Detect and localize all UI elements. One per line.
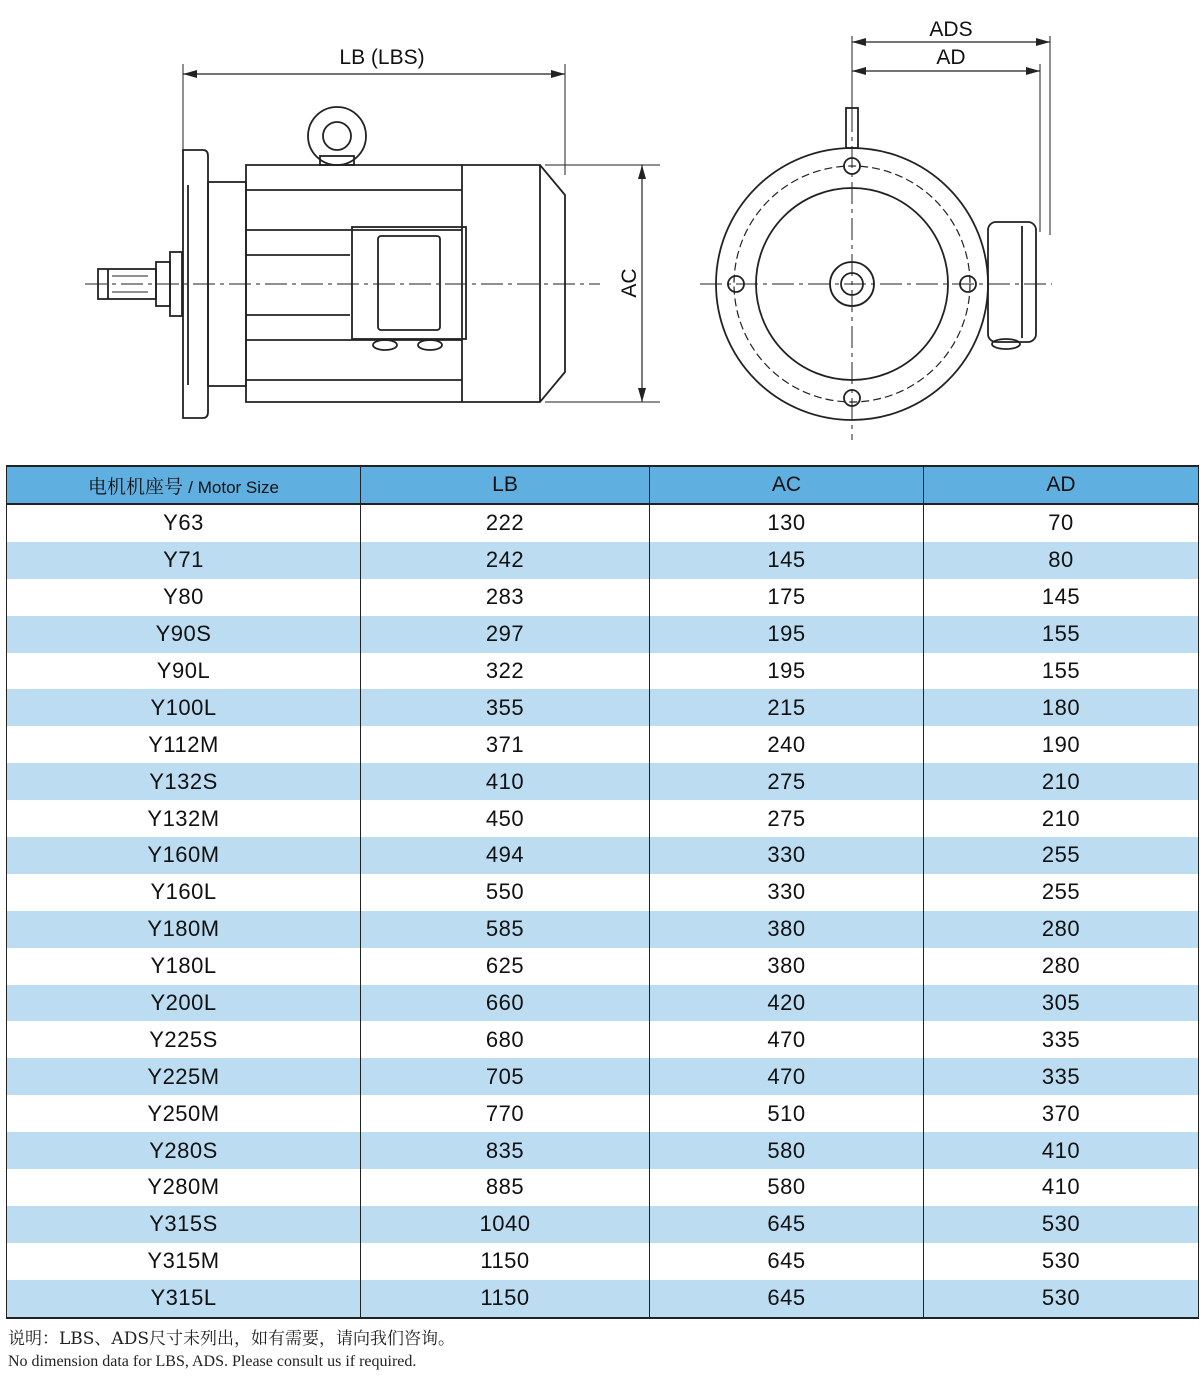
cell-lb: 222 bbox=[361, 504, 650, 542]
cell-lb: 585 bbox=[361, 911, 650, 948]
cell-motor-size: Y200L bbox=[7, 985, 361, 1022]
cell-ac: 380 bbox=[650, 911, 924, 948]
cell-ad: 155 bbox=[924, 653, 1199, 690]
cell-ad: 370 bbox=[924, 1095, 1199, 1132]
table-row bbox=[7, 1132, 1199, 1169]
header-lb: LB bbox=[361, 466, 650, 504]
cell-ac: 645 bbox=[650, 1206, 924, 1243]
cell-ac: 130 bbox=[650, 504, 924, 542]
table-row bbox=[7, 985, 1199, 1022]
cell-motor-size: Y132M bbox=[7, 800, 361, 837]
table-row bbox=[7, 579, 1199, 616]
cell-ad: 530 bbox=[924, 1280, 1199, 1318]
cell-motor-size: Y280M bbox=[7, 1169, 361, 1206]
cell-lb: 297 bbox=[361, 616, 650, 653]
cell-motor-size: Y90L bbox=[7, 653, 361, 690]
cell-motor-size: Y225S bbox=[7, 1021, 361, 1058]
cell-motor-size: Y250M bbox=[7, 1095, 361, 1132]
cell-motor-size: Y180M bbox=[7, 911, 361, 948]
cell-motor-size: Y160M bbox=[7, 837, 361, 874]
cell-lb: 1150 bbox=[361, 1280, 650, 1318]
note-chinese: 说明：LBS、ADS尺寸未列出，如有需要，请向我们咨询。 bbox=[8, 1329, 455, 1349]
cell-ac: 275 bbox=[650, 800, 924, 837]
cell-ad: 335 bbox=[924, 1058, 1199, 1095]
cell-motor-size: Y90S bbox=[7, 616, 361, 653]
cell-motor-size: Y132S bbox=[7, 763, 361, 800]
cell-ac: 215 bbox=[650, 689, 924, 726]
cell-lb: 410 bbox=[361, 763, 650, 800]
header-motor-size-en: / Motor Size bbox=[188, 477, 279, 497]
cell-ad: 255 bbox=[924, 874, 1199, 911]
cell-lb: 770 bbox=[361, 1095, 650, 1132]
cell-ad: 80 bbox=[924, 542, 1199, 579]
cell-motor-size: Y315M bbox=[7, 1243, 361, 1280]
table-row bbox=[7, 1095, 1199, 1132]
table-row bbox=[7, 504, 1199, 542]
cell-ad: 410 bbox=[924, 1169, 1199, 1206]
cell-ad: 255 bbox=[924, 837, 1199, 874]
cell-motor-size: Y280S bbox=[7, 1132, 361, 1169]
cell-ac: 330 bbox=[650, 874, 924, 911]
cell-motor-size: Y315L bbox=[7, 1280, 361, 1318]
cell-ad: 155 bbox=[924, 616, 1199, 653]
cell-ad: 280 bbox=[924, 911, 1199, 948]
table-row bbox=[7, 689, 1199, 726]
cell-lb: 705 bbox=[361, 1058, 650, 1095]
table-row bbox=[7, 616, 1199, 653]
cell-ac: 240 bbox=[650, 726, 924, 763]
table-row bbox=[7, 837, 1199, 874]
cell-motor-size: Y63 bbox=[7, 504, 361, 542]
table-row bbox=[7, 1021, 1199, 1058]
table-row bbox=[7, 1280, 1199, 1318]
table-row bbox=[7, 1058, 1199, 1095]
header-ac: AC bbox=[650, 466, 924, 504]
table-row bbox=[7, 726, 1199, 763]
cell-ad: 145 bbox=[924, 579, 1199, 616]
cell-lb: 355 bbox=[361, 689, 650, 726]
table-row bbox=[7, 948, 1199, 985]
cell-lb: 371 bbox=[361, 726, 650, 763]
cell-ac: 580 bbox=[650, 1132, 924, 1169]
cell-ac: 645 bbox=[650, 1243, 924, 1280]
table-row bbox=[7, 800, 1199, 837]
cell-lb: 680 bbox=[361, 1021, 650, 1058]
table-row bbox=[7, 1206, 1199, 1243]
cell-lb: 322 bbox=[361, 653, 650, 690]
cell-ac: 145 bbox=[650, 542, 924, 579]
lb-dimension-label: LB (LBS) bbox=[339, 46, 425, 69]
cell-lb: 1040 bbox=[361, 1206, 650, 1243]
table-row bbox=[7, 542, 1199, 579]
cell-ac: 510 bbox=[650, 1095, 924, 1132]
cell-lb: 550 bbox=[361, 874, 650, 911]
cell-ad: 530 bbox=[924, 1243, 1199, 1280]
cell-ac: 330 bbox=[650, 837, 924, 874]
cell-motor-size: Y112M bbox=[7, 726, 361, 763]
cell-ad: 305 bbox=[924, 985, 1199, 1022]
cell-ad: 210 bbox=[924, 763, 1199, 800]
front-view bbox=[700, 36, 1052, 440]
cell-lb: 885 bbox=[361, 1169, 650, 1206]
cell-lb: 625 bbox=[361, 948, 650, 985]
cell-motor-size: Y180L bbox=[7, 948, 361, 985]
table-row bbox=[7, 763, 1199, 800]
cell-ad: 70 bbox=[924, 504, 1199, 542]
cell-ad: 190 bbox=[924, 726, 1199, 763]
motor-dimension-drawing bbox=[0, 0, 1200, 460]
cell-lb: 242 bbox=[361, 542, 650, 579]
cell-ad: 410 bbox=[924, 1132, 1199, 1169]
cell-motor-size: Y80 bbox=[7, 579, 361, 616]
header-ad: AD bbox=[924, 466, 1199, 504]
ac-dimension-label: AC bbox=[618, 268, 641, 298]
header-motor-size-zh: 电机机座号 bbox=[88, 476, 184, 498]
cell-ac: 195 bbox=[650, 616, 924, 653]
cell-ac: 175 bbox=[650, 579, 924, 616]
ad-dimension-label: AD bbox=[936, 46, 966, 69]
cell-ad: 280 bbox=[924, 948, 1199, 985]
cell-lb: 494 bbox=[361, 837, 650, 874]
cell-motor-size: Y160L bbox=[7, 874, 361, 911]
table-row bbox=[7, 653, 1199, 690]
ads-dimension-label: ADS bbox=[929, 18, 973, 41]
table-row bbox=[7, 911, 1199, 948]
cell-ad: 210 bbox=[924, 800, 1199, 837]
cell-motor-size: Y71 bbox=[7, 542, 361, 579]
header-motor-size bbox=[7, 466, 361, 504]
cell-motor-size: Y315S bbox=[7, 1206, 361, 1243]
table-row bbox=[7, 874, 1199, 911]
cell-ac: 275 bbox=[650, 763, 924, 800]
note-english: No dimension data for LBS, ADS. Please consult us if required. bbox=[8, 1353, 417, 1370]
table-row bbox=[7, 1169, 1199, 1206]
cell-ad: 180 bbox=[924, 689, 1199, 726]
cell-lb: 450 bbox=[361, 800, 650, 837]
cell-ac: 420 bbox=[650, 985, 924, 1022]
table-row bbox=[7, 1243, 1199, 1280]
cell-ac: 470 bbox=[650, 1058, 924, 1095]
cell-ac: 195 bbox=[650, 653, 924, 690]
table-header-row bbox=[7, 466, 1199, 504]
cell-lb: 283 bbox=[361, 579, 650, 616]
cell-ac: 580 bbox=[650, 1169, 924, 1206]
cell-ac: 470 bbox=[650, 1021, 924, 1058]
cell-ad: 335 bbox=[924, 1021, 1199, 1058]
cell-motor-size: Y225M bbox=[7, 1058, 361, 1095]
cell-lb: 660 bbox=[361, 985, 650, 1022]
side-view bbox=[85, 64, 660, 418]
cell-lb: 1150 bbox=[361, 1243, 650, 1280]
motor-dimension-table bbox=[6, 465, 1199, 1319]
cell-lb: 835 bbox=[361, 1132, 650, 1169]
cell-ac: 645 bbox=[650, 1280, 924, 1318]
cell-ac: 380 bbox=[650, 948, 924, 985]
cell-motor-size: Y100L bbox=[7, 689, 361, 726]
cell-ad: 530 bbox=[924, 1206, 1199, 1243]
